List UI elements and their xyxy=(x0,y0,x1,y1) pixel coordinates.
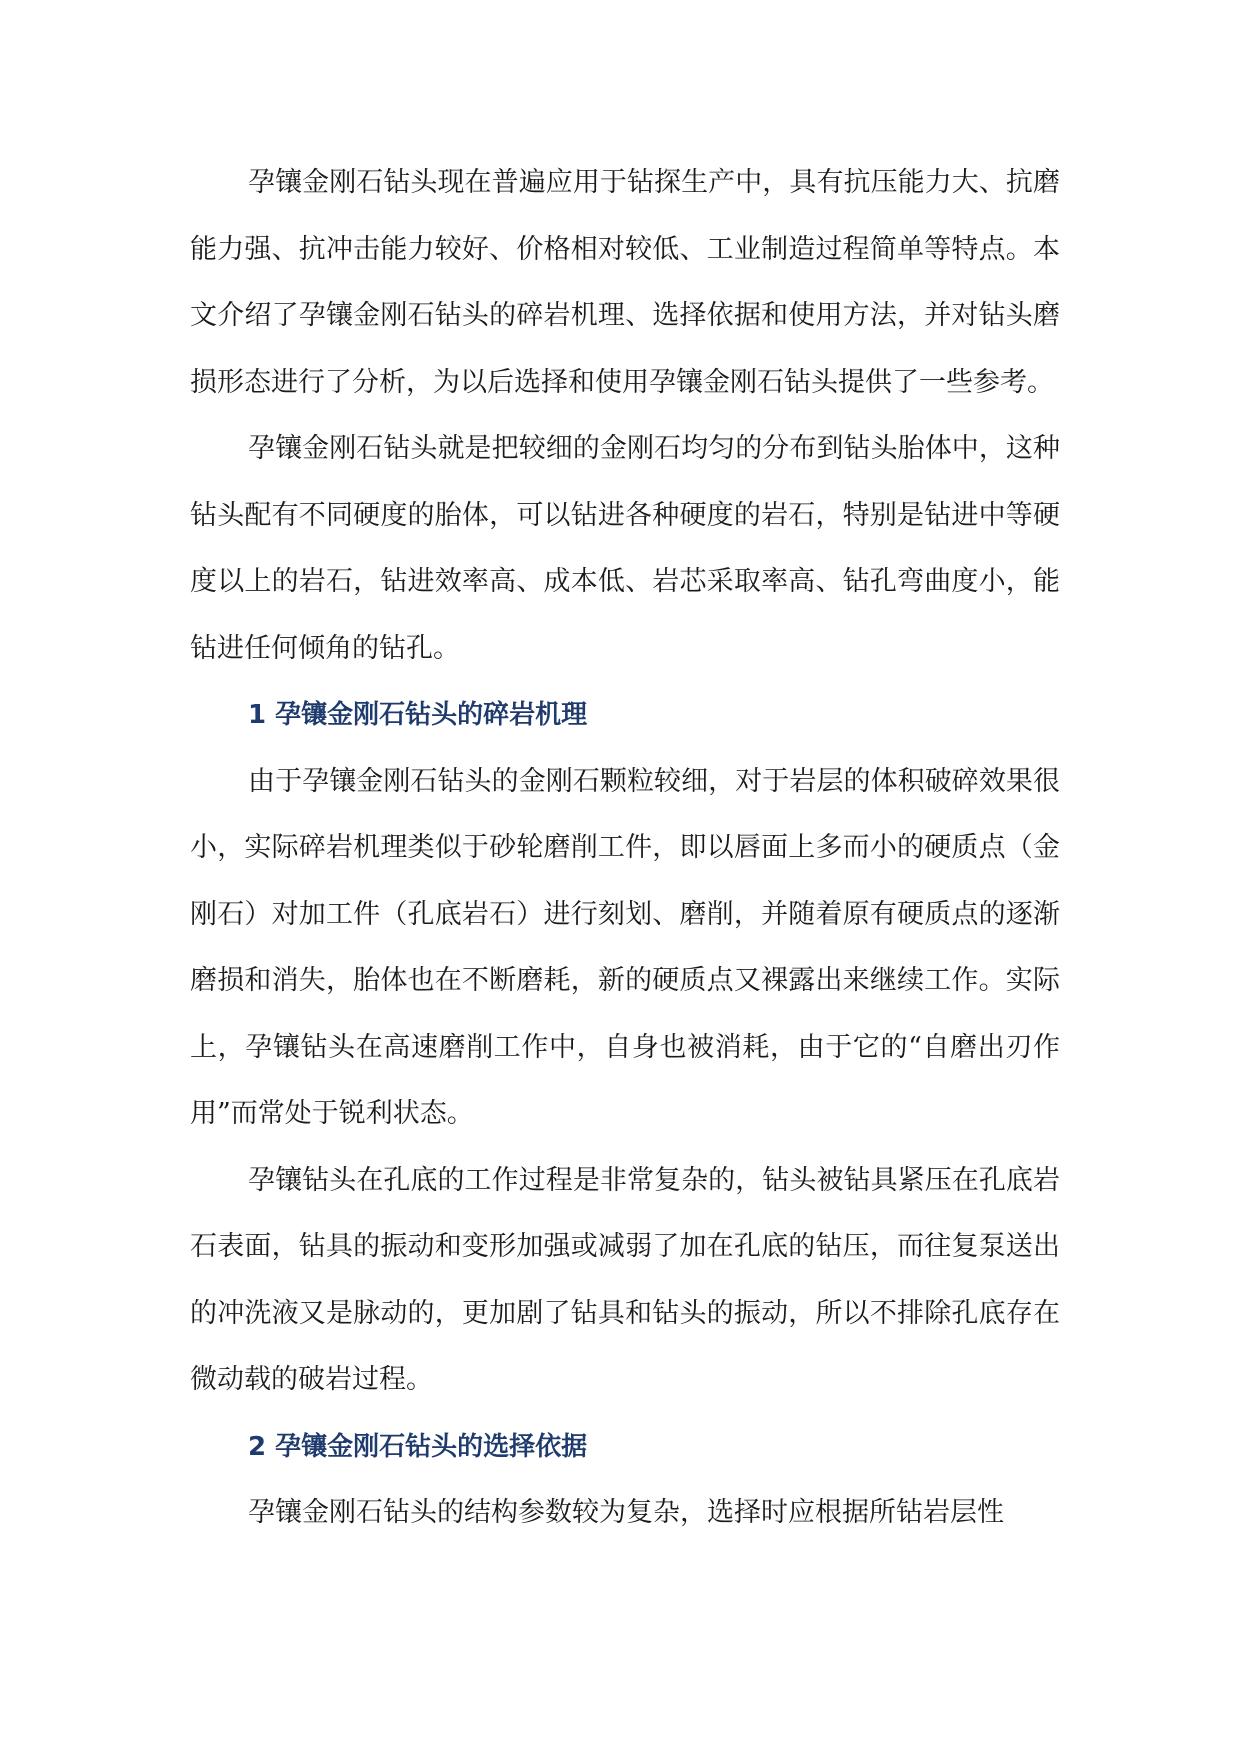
intro-paragraph-1: 孕镶金刚石钻头现在普遍应用于钻探生产中，具有抗压能力大、抗磨能力强、抗冲击能力较好、价格相对较低、工业制造过程简单等特点。本文介绍了孕镶金刚石钻头的碎岩机理、选择依据和使用方法，并对钻头磨损形态进行了分析，为以后选择和使用孕镶金刚石钻头提供了一些参考。 xyxy=(190,167,1060,398)
section-2-heading: 2 孕镶金刚石钻头的选择依据 xyxy=(248,1431,588,1462)
document-body xyxy=(190,150,1060,1547)
section-1-heading: 1 孕镶金刚石钻头的碎岩机理 xyxy=(248,700,588,730)
section-2-paragraph-1: 孕镶金刚石钻头的结构参数较为复杂，选择时应根据所钻岩层性 xyxy=(248,1497,1004,1528)
intro-paragraph-2: 孕镶金刚石钻头就是把较细的金刚石均匀的分布到钻头胎体中，这种钻头配有不同硬度的胎体，可以钻进各种硬度的岩石，特别是钻进中等硬度以上的岩石，钻进效率高、成本低、岩芯采取率高、钻孔弯曲度小，能钻进任何倾角的钻孔。 xyxy=(190,433,1060,664)
section-1-paragraph-2: 孕镶钻头在孔底的工作过程是非常复杂的，钻头被钻具紧压在孔底岩石表面，钻具的振动和变形加强或减弱了加在孔底的钻压，而往复泵送出的冲洗液又是脉动的，更加剧了钻具和钻头的振动，所以不排除孔底存在微动载的破岩过程。 xyxy=(190,1164,1060,1395)
section-1-paragraph-1: 由于孕镶金刚石钻头的金刚石颗粒较细，对于岩层的体积破碎效果很小，实际碎岩机理类似于砂轮磨削工件，即以唇面上多而小的硬质点（金刚石）对加工件（孔底岩石）进行刻划、磨削，并随着原有硬质点的逐渐磨损和消失，胎体也在不断磨耗，新的硬质点又裸露出来继续工作。实际上，孕镶钻头在高速磨削工作中，自身也被消耗，由于它的“自磨出刃作用”而常处于锐利状态。 xyxy=(190,765,1060,1129)
